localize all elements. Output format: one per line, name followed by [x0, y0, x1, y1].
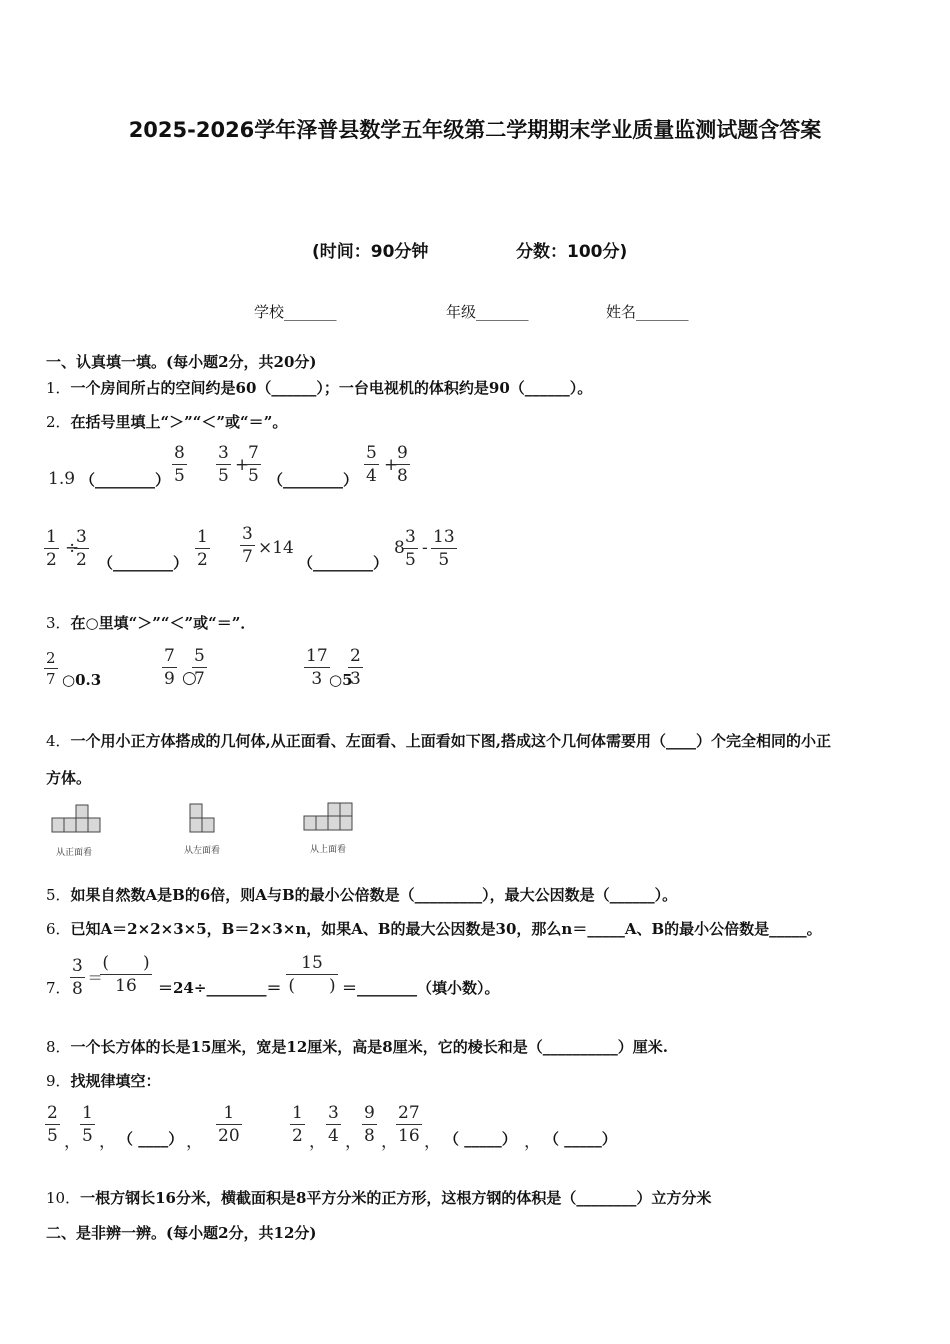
- whole-number: 8: [394, 538, 405, 558]
- fraction: 15 ( ): [286, 952, 338, 997]
- question-5: [46, 884, 677, 905]
- front-view-label: 从正面看: [56, 848, 93, 858]
- q8-text: 一个长方体的长是15厘米，宽是12厘米，高是8厘米，它的棱长和是（__________）厘米.: [70, 1038, 668, 1056]
- q3-text: 在○里填“＞”“＜”或“＝”．: [70, 614, 256, 632]
- q9-text: 找规律填空：: [70, 1072, 161, 1090]
- question-8: [46, 1036, 668, 1057]
- compare-circle: ○5: [329, 671, 353, 689]
- page-title: 2025-2026学年泽普县数学五年级第二学期期末学业质量监测试题含答案: [128, 118, 822, 142]
- q9-blank: （ ____）: [118, 1130, 184, 1148]
- left-view-figure: [188, 803, 218, 835]
- fraction: $\frac{7}{5}$: [248, 443, 259, 486]
- fraction: $\frac{3}{5}$: [218, 443, 229, 486]
- plus-sign: +: [384, 455, 399, 475]
- comma: ，: [64, 1132, 81, 1152]
- question-4: [46, 730, 831, 751]
- divide-sign: ÷: [65, 538, 80, 558]
- comma: ，: [99, 1132, 116, 1152]
- q1-text: 一个房间所占的空间约是60（______）；一台电视机的体积约是90（______）。: [70, 379, 593, 397]
- grade-field: 年级_______: [446, 303, 529, 321]
- fraction: $\frac{2}{5}$: [47, 1103, 58, 1146]
- q1-number: 1．: [46, 379, 71, 397]
- compare-circle: ○0.3: [62, 671, 102, 689]
- q9-blank: （ _____）: [544, 1130, 617, 1148]
- q6-number: 6．: [46, 920, 71, 938]
- fraction: $\frac{3}{5}$: [405, 527, 416, 570]
- comma: ，: [424, 1132, 441, 1152]
- left-view-label: 从左面看: [184, 846, 221, 856]
- q2-number: 2．: [46, 413, 71, 431]
- fraction: $\frac{9}{8}$: [364, 1103, 375, 1146]
- q4-text-cont: 方体。: [46, 769, 92, 787]
- fraction: $\frac{3}{7}$: [242, 524, 253, 567]
- section2-heading: 二、是非辨一辨。(每小题2分，共12分): [46, 1224, 317, 1242]
- section1-heading: 一、认真填一填。(每小题2分，共20分): [46, 353, 317, 371]
- comma: ，: [345, 1132, 362, 1152]
- q7-tail: ＝________（填小数）。: [342, 979, 500, 997]
- school-field: 学校_______: [254, 303, 337, 321]
- name-field: 姓名_______: [606, 303, 689, 321]
- q10-number: 10．: [46, 1189, 81, 1207]
- comma: ，: [186, 1132, 203, 1152]
- fraction: $\frac{3}{8}$: [72, 956, 83, 999]
- fraction: $\frac{8}{5}$: [174, 443, 185, 486]
- q8-number: 8．: [46, 1038, 71, 1056]
- compare-circle: ○: [182, 668, 197, 688]
- question-1: [46, 377, 592, 398]
- q5-number: 5．: [46, 886, 71, 904]
- q5-text: 如果自然数A是B的6倍，则A与B的最小公倍数是（_________），最大公因数是（______）。: [70, 886, 678, 904]
- fraction: $\frac{13}{5}$: [433, 527, 455, 570]
- question-9: [46, 1070, 161, 1091]
- fraction: $\frac{2}{3}$: [350, 646, 361, 689]
- fraction: $\frac{17}{3}$: [306, 646, 328, 689]
- exam-time: (时间：90分钟: [312, 242, 429, 262]
- q4-text: 一个用小正方体搭成的几何体,从正面看、左面看、上面看如下图,搭成这个几何体需要用（____）个完全相同的小正: [70, 732, 831, 750]
- question-6: [46, 918, 822, 939]
- exam-score: 分数：100分): [516, 242, 628, 262]
- comma: ，: [381, 1132, 398, 1152]
- q2-text: 在括号里填上“＞”“＜”或“＝”。: [70, 413, 288, 431]
- q7-number: 7．: [46, 979, 71, 997]
- q9-blank: （ _____）: [444, 1130, 517, 1148]
- top-view-figure: [302, 802, 358, 834]
- question-3: [46, 612, 255, 633]
- fraction: $\frac{9}{8}$: [397, 443, 408, 486]
- comma: ，: [309, 1132, 326, 1152]
- q7-middle: ＝24÷________＝: [158, 979, 282, 997]
- q2-blank: （________）: [98, 554, 189, 572]
- q9-number: 9．: [46, 1072, 71, 1090]
- q10-text: 一根方钢长16分米，横截面积是8平方分米的正方形，这根方钢的体积是（________）立方分米: [80, 1189, 712, 1207]
- front-view-figure: [50, 804, 106, 836]
- q2-blank: （________）: [80, 471, 171, 489]
- fraction: $\frac{1}{20}$: [218, 1103, 240, 1146]
- comma: ，: [524, 1132, 541, 1152]
- minus-sign: -: [422, 538, 428, 558]
- fraction: $\frac{3}{4}$: [328, 1103, 339, 1146]
- fraction: $\frac{5}{7}$: [194, 646, 205, 689]
- fraction: $\frac{5}{4}$: [366, 443, 377, 486]
- fraction: $\frac{1}{2}$: [197, 527, 208, 570]
- q6-text: 已知A＝2×2×3×5，B＝2×3×n，如果A、B的最大公因数是30，那么n＝_____A、B的最小公倍数是_____。: [70, 920, 822, 938]
- times-14: ×14: [258, 538, 294, 558]
- q3-number: 3．: [46, 614, 71, 632]
- fraction: $\frac{27}{16}$: [398, 1103, 420, 1146]
- question-2: [46, 411, 287, 432]
- fraction: $\frac{2}{7}$: [46, 649, 56, 688]
- fraction: $\frac{1}{5}$: [82, 1103, 93, 1146]
- fraction: $\frac{1}{2}$: [46, 527, 57, 570]
- fraction: ( ) 16: [100, 952, 152, 997]
- fraction: $\frac{7}{9}$: [164, 646, 175, 689]
- question-10: [46, 1187, 711, 1208]
- top-view-label: 从上面看: [310, 845, 347, 855]
- fraction: $\frac{1}{2}$: [292, 1103, 303, 1146]
- plus-sign: +: [235, 455, 250, 475]
- q2-blank: （________）: [298, 554, 389, 572]
- equals-sign: =: [88, 968, 103, 988]
- q2-blank: （________）: [268, 471, 359, 489]
- q2-value: 1.9: [48, 469, 76, 489]
- q4-number: 4．: [46, 732, 71, 750]
- fraction: $\frac{3}{2}$: [76, 527, 87, 570]
